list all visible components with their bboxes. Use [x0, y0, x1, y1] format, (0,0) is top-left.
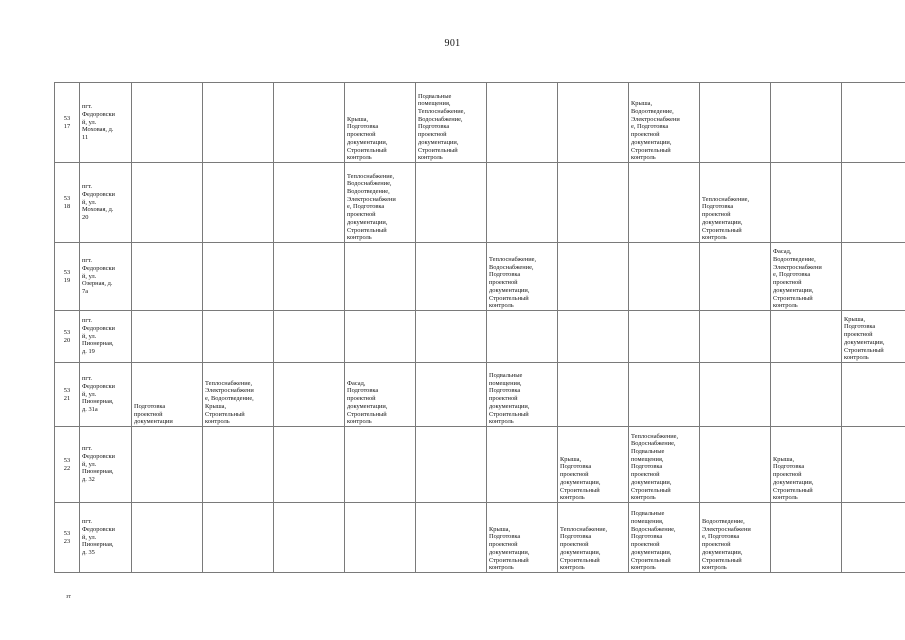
table-row — [55, 427, 905, 503]
work-cell: Крыша, Водоотведение, Электроснабжени е, Подготовка проектной документации, Строительный контроль — [629, 83, 700, 163]
work-cell — [416, 363, 487, 427]
work-cell — [203, 163, 274, 243]
table-row — [55, 163, 905, 243]
work-cell — [842, 503, 905, 573]
work-cell — [771, 83, 842, 163]
work-cell: Подвальные помещения, Подготовка проектной документации, Строительный контроль — [487, 363, 558, 427]
work-cell: Теплоснабжение, Водоснабжение, Подвальные помещения, Подготовка проектной документации, Строительный контроль — [629, 427, 700, 503]
work-cell — [700, 311, 771, 363]
work-cell — [203, 427, 274, 503]
work-cell — [416, 311, 487, 363]
work-cell — [487, 427, 558, 503]
work-cell — [842, 243, 905, 311]
address-cell: пгт. Федоровски й, ул. Пионерная, д. 35 — [80, 503, 132, 573]
work-cell — [203, 243, 274, 311]
address-cell: пгт. Федоровски й, ул. Моховая, д. 11 — [80, 83, 132, 163]
work-cell: Теплоснабжение, Водоснабжение, Подготовка проектной документации, Строительный контроль — [487, 243, 558, 311]
work-cell — [629, 243, 700, 311]
address-cell: пгт. Федоровски й, ул. Моховая, д. 20 — [80, 163, 132, 243]
work-cell — [487, 83, 558, 163]
work-cell — [203, 311, 274, 363]
work-cell: Фасад, Подготовка проектной документации, Строительный контроль — [345, 363, 416, 427]
work-cell — [274, 243, 345, 311]
work-cell: Подвальные помещения, Водоснабжение, Подготовка проектной документации, Строительный контроль — [629, 503, 700, 573]
work-cell: Подготовка проектной документации — [132, 363, 203, 427]
address-cell: пгт. Федоровски й, ул. Пионерная, д. 19 — [80, 311, 132, 363]
work-cell — [558, 83, 629, 163]
work-cell — [842, 363, 905, 427]
work-cell — [771, 363, 842, 427]
work-cell — [132, 83, 203, 163]
work-cell — [345, 427, 416, 503]
work-cell — [132, 163, 203, 243]
address-cell: пгт. Федоровски й, ул. Пионерная, д. 31а — [80, 363, 132, 427]
work-cell — [629, 363, 700, 427]
work-cell: Крыша, Подготовка проектной документации, Строительный контроль — [842, 311, 905, 363]
table-row — [55, 311, 905, 363]
work-cell — [416, 503, 487, 573]
work-cell — [274, 311, 345, 363]
address-cell: пгт. Федоровски й, ул. Озерная, д. 7а — [80, 243, 132, 311]
work-cell — [345, 243, 416, 311]
work-cell: Крыша, Подготовка проектной документации, Строительный контроль — [345, 83, 416, 163]
page-number: 901 — [444, 38, 461, 49]
work-cell: Теплоснабжение, Электроснабжени е, Водоотведение, Крыша, Строительный контроль — [203, 363, 274, 427]
work-cell — [700, 83, 771, 163]
row-number-cell: 53 20 — [55, 311, 80, 363]
work-cell — [274, 163, 345, 243]
table-row — [55, 503, 905, 573]
table-row — [55, 243, 905, 311]
table-body — [55, 83, 905, 573]
table-row — [55, 363, 905, 427]
work-cell — [842, 83, 905, 163]
work-cell — [700, 363, 771, 427]
work-cell: Теплоснабжение, Водоснабжение, Водоотведение, Электроснабжени е, Подготовка проектной документации, Строительный контроль — [345, 163, 416, 243]
work-cell — [132, 427, 203, 503]
work-cell: Фасад, Водоотведение, Электроснабжени е, Подготовка проектной документации, Строительный контроль — [771, 243, 842, 311]
work-cell — [203, 83, 274, 163]
work-cell — [771, 311, 842, 363]
work-cell — [132, 311, 203, 363]
work-cell — [416, 243, 487, 311]
work-cell — [629, 311, 700, 363]
work-cell — [842, 427, 905, 503]
work-cell — [771, 163, 842, 243]
work-cell: Теплоснабжение, Подготовка проектной документации, Строительный контроль — [558, 503, 629, 573]
footer-mark: зт — [66, 594, 71, 600]
row-number-cell: 53 22 — [55, 427, 80, 503]
row-number-cell: 53 18 — [55, 163, 80, 243]
work-cell: Крыша, Подготовка проектной документации, Строительный контроль — [771, 427, 842, 503]
work-cell — [274, 427, 345, 503]
row-number-cell: 53 17 — [55, 83, 80, 163]
work-cell — [345, 503, 416, 573]
work-cell — [132, 503, 203, 573]
work-cell: Подвальные помещения, Теплоснабжение, Водоснабжение, Подготовка проектной документации, Строительный контроль — [416, 83, 487, 163]
work-cell: Теплоснабжение, Подготовка проектной документации, Строительный контроль — [700, 163, 771, 243]
work-cell — [416, 163, 487, 243]
work-cell — [558, 163, 629, 243]
row-number-cell: 53 23 — [55, 503, 80, 573]
work-cell — [629, 163, 700, 243]
work-cell — [700, 243, 771, 311]
row-number-cell: 53 21 — [55, 363, 80, 427]
work-cell — [558, 243, 629, 311]
work-cell — [345, 311, 416, 363]
work-cell — [416, 427, 487, 503]
work-cell — [558, 363, 629, 427]
work-cell — [558, 311, 629, 363]
work-cell: Крыша, Подготовка проектной документации, Строительный контроль — [487, 503, 558, 573]
work-cell — [203, 503, 274, 573]
work-cell — [487, 163, 558, 243]
work-cell — [132, 243, 203, 311]
row-number-cell: 53 19 — [55, 243, 80, 311]
work-cell — [274, 83, 345, 163]
table-row — [55, 83, 905, 163]
address-cell: пгт. Федоровски й, ул. Пионерная, д. 32 — [80, 427, 132, 503]
work-cell — [487, 311, 558, 363]
work-cell — [700, 427, 771, 503]
repair-schedule-table — [54, 82, 905, 573]
work-cell — [842, 163, 905, 243]
work-cell — [771, 503, 842, 573]
work-cell: Водоотведение, Электроснабжени е, Подготовка проектной документации, Строительный контроль — [700, 503, 771, 573]
work-cell: Крыша, Подготовка проектной документации, Строительный контроль — [558, 427, 629, 503]
work-cell — [274, 363, 345, 427]
work-cell — [274, 503, 345, 573]
